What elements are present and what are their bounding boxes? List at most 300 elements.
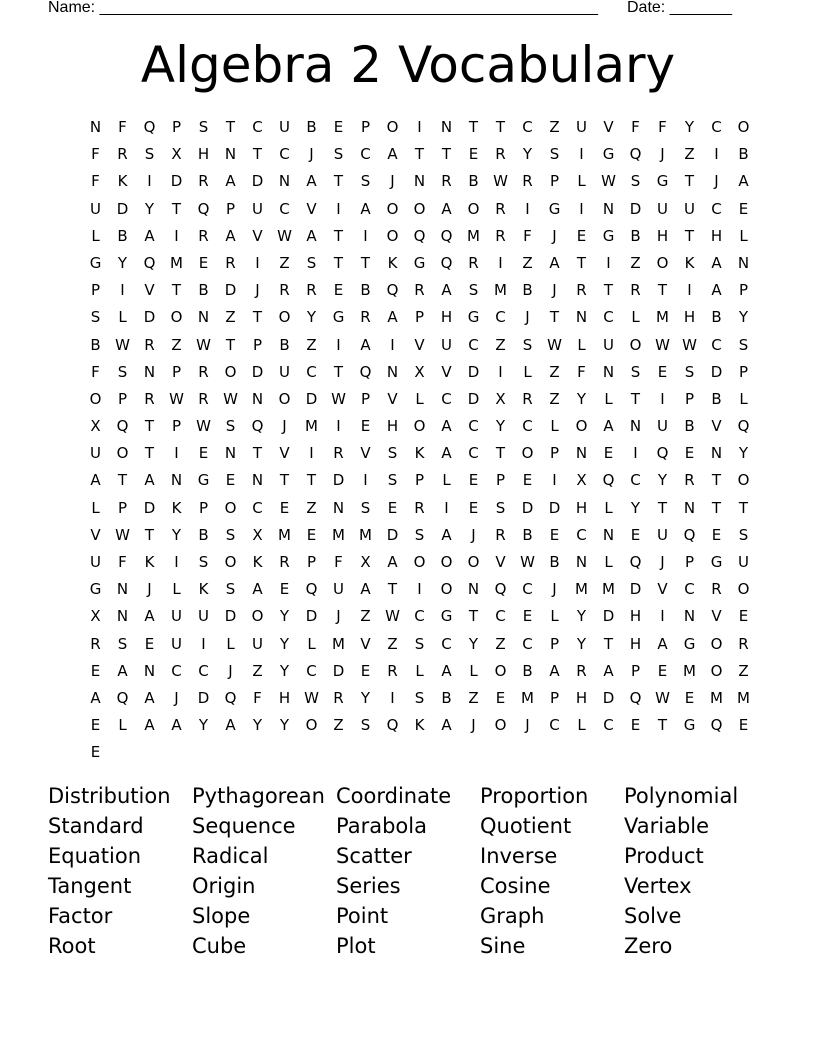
grid-cell: H — [386, 417, 399, 436]
grid-cell: H — [656, 226, 669, 245]
grid-cell: R — [144, 389, 155, 408]
grid-cell: D — [602, 607, 615, 626]
grid-cell: Z — [495, 634, 506, 653]
grid-cell: N — [629, 417, 642, 436]
grid-cell: P — [738, 362, 749, 381]
grid-cell: D — [305, 607, 318, 626]
grid-cell: C — [198, 661, 209, 680]
grid-cell: K — [414, 716, 425, 735]
grid-cell: C — [603, 308, 614, 327]
grid-cell: Y — [279, 607, 290, 626]
grid-cell: O — [224, 498, 237, 517]
grid-cell: R — [360, 308, 371, 327]
grid-cell: Y — [468, 634, 479, 653]
grid-cell: Z — [252, 661, 263, 680]
grid-cell: D — [467, 389, 480, 408]
grid-cell: I — [174, 226, 179, 245]
grid-cell: E — [684, 688, 695, 707]
grid-cell: A — [225, 172, 236, 191]
grid-cell: Q — [440, 226, 453, 245]
grid-cell: P — [549, 172, 560, 191]
grid-cell: I — [255, 253, 260, 272]
word-list-item: Parabola — [336, 814, 427, 838]
grid-cell: Y — [657, 471, 668, 490]
grid-cell: P — [684, 389, 695, 408]
grid-cell: T — [711, 471, 722, 490]
grid-cell: A — [603, 417, 614, 436]
grid-cell: G — [89, 580, 102, 599]
grid-cell: Z — [171, 335, 182, 354]
grid-cell: A — [90, 688, 101, 707]
grid-cell: Y — [630, 498, 641, 517]
grid-cell: Z — [225, 308, 236, 327]
grid-cell: A — [387, 553, 398, 571]
word-list-item: Sine — [480, 934, 526, 958]
grid-cell: T — [441, 145, 452, 164]
grid-cell: Q — [494, 580, 507, 599]
grid-cell: N — [737, 253, 750, 272]
grid-cell: F — [118, 553, 127, 571]
grid-cell: W — [223, 389, 238, 408]
grid-cell: Q — [386, 281, 399, 300]
grid-cell: Q — [737, 417, 750, 436]
grid-cell: M — [521, 688, 534, 707]
grid-cell: A — [144, 471, 155, 490]
word-list-item: Quotient — [480, 814, 572, 838]
grid-cell: O — [710, 661, 723, 680]
word-list-item: Graph — [480, 904, 545, 928]
grid-cell: M — [332, 634, 345, 653]
grid-cell: R — [117, 145, 128, 164]
grid-cell: G — [602, 145, 615, 164]
grid-cell: A — [144, 607, 155, 626]
grid-cell: E — [576, 226, 587, 245]
grid-cell: S — [549, 145, 560, 164]
grid-cell: J — [471, 716, 476, 735]
grid-cell: R — [333, 444, 344, 463]
grid-cell: J — [552, 281, 557, 300]
grid-cell: N — [413, 172, 426, 191]
grid-cell: N — [575, 553, 588, 571]
grid-cell: S — [738, 525, 749, 544]
grid-cell: N — [89, 118, 102, 136]
grid-cell: M — [602, 580, 615, 599]
grid-cell: M — [332, 525, 345, 544]
grid-cell: M — [305, 417, 318, 436]
date-field-label: Date: _______ — [627, 0, 732, 16]
grid-cell: H — [197, 145, 210, 164]
grid-cell: R — [306, 281, 317, 300]
grid-cell: U — [90, 444, 101, 463]
grid-cell: L — [631, 308, 640, 327]
grid-cell: K — [144, 553, 155, 571]
grid-cell: G — [467, 308, 480, 327]
grid-cell: M — [170, 253, 183, 272]
word-list-item: Cosine — [480, 874, 551, 898]
grid-cell: C — [522, 417, 533, 436]
grid-cell: L — [739, 389, 748, 408]
grid-cell: Z — [738, 661, 749, 680]
grid-cell: C — [306, 362, 317, 381]
word-list-item: Variable — [624, 814, 710, 838]
grid-cell: S — [468, 281, 479, 300]
grid-cell: T — [252, 308, 263, 327]
grid-cell: N — [683, 607, 696, 626]
grid-cell: O — [737, 118, 750, 136]
grid-cell: F — [91, 145, 100, 164]
grid-cell: T — [684, 226, 695, 245]
grid-cell: V — [306, 199, 317, 218]
grid-cell: H — [629, 634, 642, 653]
grid-cell: K — [252, 553, 263, 571]
grid-cell: T — [495, 118, 506, 136]
grid-cell: U — [576, 118, 587, 136]
grid-cell: V — [441, 362, 452, 381]
grid-cell: A — [387, 145, 398, 164]
grid-cell: R — [576, 281, 587, 300]
grid-cell: C — [603, 716, 614, 735]
grid-cell: F — [91, 172, 100, 191]
grid-cell: V — [495, 553, 506, 571]
grid-cell: J — [552, 580, 557, 599]
grid-cell: Q — [440, 253, 453, 272]
grid-cell: X — [252, 525, 263, 544]
grid-cell: M — [575, 580, 588, 599]
grid-cell: P — [414, 471, 425, 490]
grid-cell: D — [116, 199, 129, 218]
grid-cell: P — [495, 471, 506, 490]
grid-cell: Q — [143, 253, 156, 272]
grid-cell: F — [631, 118, 640, 136]
grid-cell: I — [417, 118, 422, 136]
grid-cell: C — [522, 634, 533, 653]
grid-cell: L — [604, 553, 613, 571]
grid-cell: N — [683, 498, 696, 517]
grid-cell: T — [333, 226, 344, 245]
grid-cell: D — [332, 661, 345, 680]
grid-cell: D — [224, 607, 237, 626]
grid-cell: D — [332, 471, 345, 490]
grid-cell: S — [360, 716, 371, 735]
word-list-item: Tangent — [48, 874, 132, 898]
header-line — [48, 0, 748, 20]
grid-cell: I — [579, 199, 584, 218]
grid-cell: B — [684, 417, 695, 436]
grid-cell: N — [386, 362, 399, 381]
grid-cell: N — [332, 498, 345, 517]
grid-cell: J — [174, 688, 179, 707]
grid-cell: T — [225, 335, 236, 354]
grid-cell: R — [495, 145, 506, 164]
grid-cell: E — [360, 661, 371, 680]
grid-cell: S — [117, 362, 128, 381]
grid-cell: K — [117, 172, 128, 191]
grid-cell: B — [306, 118, 317, 136]
grid-cell: A — [657, 634, 668, 653]
grid-cell: O — [386, 118, 399, 136]
grid-cell: L — [550, 417, 559, 436]
grid-cell: B — [522, 525, 533, 544]
grid-cell: N — [602, 362, 615, 381]
grid-cell: V — [144, 281, 155, 300]
grid-cell: T — [252, 444, 263, 463]
grid-cell: B — [468, 172, 479, 191]
grid-cell: N — [143, 661, 156, 680]
grid-cell: T — [333, 172, 344, 191]
grid-cell: O — [440, 553, 453, 571]
grid-cell: J — [714, 172, 719, 191]
grid-cell: U — [171, 607, 182, 626]
grid-cell: S — [414, 688, 425, 707]
grid-cell: J — [660, 145, 665, 164]
grid-cell: B — [522, 661, 533, 680]
grid-cell: P — [549, 688, 560, 707]
grid-cell: O — [170, 308, 183, 327]
name-field-label: Name: ________________________________________________________ — [48, 0, 598, 16]
grid-cell: Q — [359, 362, 372, 381]
grid-cell: U — [657, 199, 668, 218]
grid-cell: H — [683, 308, 696, 327]
grid-cell: N — [575, 444, 588, 463]
grid-cell: R — [576, 661, 587, 680]
grid-cell: I — [498, 253, 503, 272]
grid-cell: B — [549, 553, 560, 571]
grid-cell: I — [714, 145, 719, 164]
grid-cell: U — [279, 362, 290, 381]
grid-cell: T — [144, 525, 155, 544]
grid-cell: Y — [576, 389, 587, 408]
grid-cell: B — [711, 308, 722, 327]
grid-cell: T — [144, 417, 155, 436]
grid-cell: M — [278, 525, 291, 544]
grid-cell: F — [253, 688, 262, 707]
grid-cell: O — [629, 335, 642, 354]
grid-cell: R — [468, 253, 479, 272]
grid-cell: N — [251, 389, 264, 408]
grid-cell: A — [306, 226, 317, 245]
grid-cell: I — [579, 145, 584, 164]
grid-cell: W — [682, 335, 697, 354]
grid-cell: J — [147, 580, 152, 599]
grid-cell: Y — [279, 634, 290, 653]
grid-cell: G — [683, 634, 696, 653]
grid-cell: V — [603, 118, 614, 136]
grid-cell: I — [336, 199, 341, 218]
grid-cell: T — [495, 444, 506, 463]
grid-cell: V — [279, 444, 290, 463]
grid-cell: L — [91, 226, 100, 245]
grid-cell: P — [117, 498, 128, 517]
grid-cell: Q — [116, 688, 129, 707]
word-list-item: Radical — [192, 844, 269, 868]
grid-cell: N — [224, 444, 237, 463]
grid-cell: Q — [710, 716, 723, 735]
grid-cell: E — [144, 634, 155, 653]
grid-cell: I — [363, 226, 368, 245]
grid-cell: J — [228, 661, 233, 680]
grid-cell: L — [415, 661, 424, 680]
grid-cell: A — [738, 172, 749, 191]
grid-cell: G — [656, 172, 669, 191]
grid-cell: C — [495, 308, 506, 327]
grid-cell: C — [252, 118, 263, 136]
grid-cell: N — [116, 580, 129, 599]
grid-cell: Q — [197, 199, 210, 218]
grid-cell: H — [575, 688, 588, 707]
grid-cell: O — [116, 444, 129, 463]
grid-cell: T — [333, 362, 344, 381]
grid-cell: A — [441, 417, 452, 436]
grid-cell: A — [441, 661, 452, 680]
grid-cell: F — [334, 553, 343, 571]
grid-cell: I — [174, 553, 179, 571]
grid-cell: O — [413, 553, 426, 571]
grid-cell: E — [90, 743, 101, 762]
grid-cell: T — [279, 471, 290, 490]
grid-cell: Y — [306, 308, 317, 327]
grid-cell: W — [196, 417, 211, 436]
word-list-item: Inverse — [480, 844, 558, 868]
grid-cell: S — [198, 553, 209, 571]
grid-cell: G — [440, 607, 453, 626]
grid-cell: D — [386, 525, 399, 544]
grid-cell: Q — [629, 553, 642, 571]
grid-cell: T — [333, 253, 344, 272]
grid-cell: R — [495, 226, 506, 245]
grid-cell: M — [710, 688, 723, 707]
grid-cell: O — [386, 199, 399, 218]
grid-cell: L — [604, 389, 613, 408]
grid-cell: C — [306, 661, 317, 680]
grid-cell: C — [549, 716, 560, 735]
grid-cell: I — [120, 281, 125, 300]
grid-cell: T — [225, 118, 236, 136]
grid-cell: E — [360, 417, 371, 436]
grid-cell: E — [630, 525, 641, 544]
word-list-item: Zero — [624, 934, 673, 958]
grid-cell: D — [143, 498, 156, 517]
grid-cell: E — [306, 525, 317, 544]
grid-cell: T — [576, 253, 587, 272]
grid-cell: E — [468, 471, 479, 490]
grid-cell: A — [225, 226, 236, 245]
grid-cell: T — [387, 580, 398, 599]
grid-cell: P — [306, 553, 317, 571]
grid-cell: B — [738, 145, 749, 164]
grid-cell: I — [687, 281, 692, 300]
grid-cell: Z — [306, 498, 317, 517]
grid-cell: V — [252, 226, 263, 245]
grid-cell: Y — [576, 634, 587, 653]
word-list-item: Cube — [192, 934, 247, 958]
grid-cell: T — [144, 444, 155, 463]
grid-cell: W — [385, 607, 400, 626]
grid-cell: H — [440, 308, 453, 327]
grid-cell: E — [738, 607, 749, 626]
grid-cell: P — [684, 553, 695, 571]
grid-cell: P — [549, 634, 560, 653]
grid-cell: W — [655, 335, 670, 354]
grid-cell: H — [575, 498, 588, 517]
grid-cell: S — [387, 444, 398, 463]
grid-cell: R — [684, 471, 695, 490]
grid-cell: J — [660, 553, 665, 571]
grid-cell: C — [630, 471, 641, 490]
grid-cell: Z — [549, 362, 560, 381]
grid-cell: U — [684, 199, 695, 218]
grid-cell: E — [711, 525, 722, 544]
grid-cell: A — [387, 308, 398, 327]
grid-cell: O — [710, 634, 723, 653]
grid-cell: P — [171, 417, 182, 436]
grid-cell: B — [198, 525, 209, 544]
grid-cell: T — [171, 281, 182, 300]
grid-cell: X — [90, 417, 101, 436]
grid-cell: C — [468, 335, 479, 354]
grid-cell: B — [90, 335, 101, 354]
grid-cell: Z — [306, 335, 317, 354]
grid-cell: Q — [629, 688, 642, 707]
grid-cell: D — [305, 389, 318, 408]
grid-cell: U — [738, 553, 749, 571]
grid-cell: Q — [656, 444, 669, 463]
grid-cell: Y — [738, 308, 749, 327]
grid-cell: F — [658, 118, 667, 136]
grid-cell: F — [91, 362, 100, 381]
grid-cell: D — [521, 498, 534, 517]
grid-cell: P — [630, 661, 641, 680]
grid-cell: S — [117, 634, 128, 653]
grid-cell: A — [144, 688, 155, 707]
grid-cell: I — [309, 444, 314, 463]
grid-cell: S — [198, 118, 209, 136]
grid-cell: J — [309, 145, 314, 164]
grid-cell: I — [174, 444, 179, 463]
word-list-item: Origin — [192, 874, 256, 898]
grid-cell: D — [548, 498, 561, 517]
grid-cell: R — [198, 362, 209, 381]
grid-cell: Z — [630, 253, 641, 272]
grid-cell: X — [171, 145, 182, 164]
grid-cell: B — [522, 281, 533, 300]
grid-cell: P — [90, 281, 101, 300]
grid-cell: A — [549, 661, 560, 680]
grid-cell: O — [89, 389, 102, 408]
grid-cell: V — [657, 580, 668, 599]
grid-cell: O — [737, 471, 750, 490]
grid-cell: B — [360, 281, 371, 300]
grid-cell: N — [440, 118, 453, 136]
grid-cell: I — [390, 335, 395, 354]
grid-cell: Z — [279, 253, 290, 272]
grid-cell: W — [331, 389, 346, 408]
word-list-item: Product — [624, 844, 704, 868]
grid-cell: U — [198, 607, 209, 626]
grid-cell: K — [171, 498, 182, 517]
grid-cell: M — [656, 308, 669, 327]
grid-cell: O — [494, 661, 507, 680]
grid-cell: U — [603, 335, 614, 354]
grid-cell: R — [90, 634, 101, 653]
grid-cell: B — [279, 335, 290, 354]
grid-cell: E — [468, 145, 479, 164]
grid-cell: Y — [684, 118, 695, 136]
grid-cell: K — [684, 253, 695, 272]
grid-cell: S — [630, 172, 641, 191]
grid-cell: C — [711, 118, 722, 136]
grid-cell: Y — [144, 199, 155, 218]
grid-cell: S — [630, 362, 641, 381]
